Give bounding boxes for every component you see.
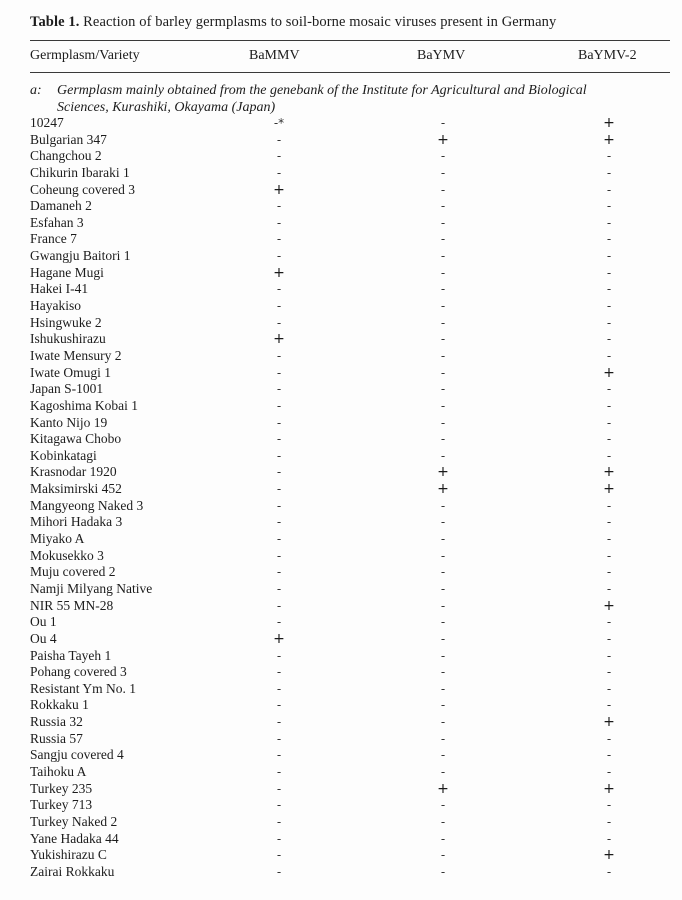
table-row bbox=[0, 747, 682, 764]
germplasm-name: Maksimirski 452 bbox=[30, 481, 122, 497]
reaction-baymv: - bbox=[440, 432, 446, 447]
reaction-baymv2: - bbox=[606, 581, 612, 596]
reaction-baymv: - bbox=[440, 731, 446, 746]
reaction-bammv: - bbox=[276, 814, 282, 829]
reaction-baymv2: - bbox=[606, 215, 612, 230]
reaction-baymv: - bbox=[440, 182, 446, 197]
reaction-baymv2: - bbox=[606, 199, 612, 214]
table-row bbox=[0, 548, 682, 565]
reaction-baymv2: - bbox=[606, 565, 612, 580]
germplasm-name: Sangju covered 4 bbox=[30, 747, 124, 763]
table-row bbox=[0, 514, 682, 531]
germplasm-name: 10247 bbox=[30, 115, 64, 130]
reaction-baymv: - bbox=[440, 548, 446, 563]
germplasm-name: Gwangju Baitori 1 bbox=[30, 248, 131, 264]
reaction-baymv: - bbox=[440, 382, 446, 397]
germplasm-name: Muju covered 2 bbox=[30, 564, 116, 580]
reaction-baymv: - bbox=[440, 315, 446, 330]
reaction-baymv2: - bbox=[606, 232, 612, 247]
reaction-baymv: - bbox=[440, 348, 446, 363]
reaction-bammv: + bbox=[273, 264, 285, 281]
reaction-bammv: - bbox=[276, 415, 282, 430]
reaction-baymv: - bbox=[440, 498, 446, 513]
reaction-baymv2: - bbox=[606, 265, 612, 280]
table-row bbox=[0, 148, 682, 165]
reaction-baymv2: + bbox=[603, 364, 615, 381]
germplasm-name: Japan S-1001 bbox=[30, 381, 104, 397]
reaction-baymv: - bbox=[440, 215, 446, 230]
reaction-baymv2: - bbox=[606, 798, 612, 813]
reaction-baymv: - bbox=[440, 764, 446, 779]
germplasm-name: Miyako A bbox=[30, 531, 85, 547]
reaction-baymv2: - bbox=[606, 415, 612, 430]
table-row bbox=[0, 714, 682, 731]
table-row bbox=[0, 165, 682, 182]
reaction-baymv: - bbox=[440, 165, 446, 180]
reaction-baymv: - bbox=[440, 615, 446, 630]
table-row bbox=[0, 831, 682, 848]
germplasm-name: Kanto Nijo 19 bbox=[30, 414, 108, 430]
reaction-bammv: - bbox=[276, 132, 282, 147]
reaction-bammv: - bbox=[276, 232, 282, 247]
reaction-baymv2: - bbox=[606, 548, 612, 563]
section-description: Germplasm mainly obtained from the genebank of the Institute for Agricultural and Biological Sciences, Kurashiki, Okayama (Japan) bbox=[57, 83, 587, 115]
table-row bbox=[0, 331, 682, 348]
reaction-baymv2: - bbox=[606, 432, 612, 447]
germplasm-name: France 7 bbox=[30, 231, 77, 247]
reaction-baymv2: + bbox=[603, 481, 615, 498]
table-top-rule bbox=[30, 40, 670, 41]
reaction-bammv: - bbox=[276, 365, 282, 380]
table-row bbox=[0, 564, 682, 581]
table-caption bbox=[30, 14, 556, 31]
reaction-baymv2: - bbox=[606, 764, 612, 779]
reaction-baymv: - bbox=[440, 748, 446, 763]
reaction-baymv: + bbox=[437, 780, 449, 797]
reaction-bammv: - bbox=[276, 482, 282, 497]
reaction-baymv2: + bbox=[603, 714, 615, 731]
reaction-baymv: + bbox=[437, 131, 449, 148]
reaction-baymv2: - bbox=[606, 382, 612, 397]
reaction-baymv2: - bbox=[606, 814, 612, 829]
table-row bbox=[0, 864, 682, 881]
reaction-baymv2: + bbox=[603, 780, 615, 797]
table-row bbox=[0, 132, 682, 149]
reaction-baymv: - bbox=[440, 532, 446, 547]
table-row bbox=[0, 448, 682, 465]
reaction-baymv2: - bbox=[606, 498, 612, 513]
reaction-baymv: - bbox=[440, 698, 446, 713]
section-tag: a: bbox=[30, 83, 42, 98]
table-row bbox=[0, 365, 682, 382]
reaction-baymv: - bbox=[440, 848, 446, 863]
reaction-baymv2: + bbox=[603, 131, 615, 148]
reaction-baymv: - bbox=[440, 814, 446, 829]
reaction-baymv2: - bbox=[606, 348, 612, 363]
germplasm-name: Ishukushirazu bbox=[30, 331, 106, 347]
germplasm-name: Pohang covered 3 bbox=[30, 664, 127, 680]
reaction-baymv2: + bbox=[603, 847, 615, 864]
reaction-bammv: + bbox=[273, 181, 285, 198]
reaction-baymv: - bbox=[440, 515, 446, 530]
reaction-bammv: - bbox=[276, 215, 282, 230]
table-body bbox=[0, 115, 682, 880]
reaction-bammv: - bbox=[276, 299, 282, 314]
reaction-baymv2: + bbox=[603, 597, 615, 614]
reaction-baymv: - bbox=[440, 365, 446, 380]
table-row bbox=[0, 664, 682, 681]
reaction-bammv: - bbox=[276, 681, 282, 696]
table-caption-label: Table 1. bbox=[30, 14, 80, 30]
reaction-bammv: - bbox=[276, 249, 282, 264]
reaction-baymv: - bbox=[440, 398, 446, 413]
table-row bbox=[0, 764, 682, 781]
germplasm-name: Changchou 2 bbox=[30, 148, 102, 164]
reaction-baymv: + bbox=[437, 464, 449, 481]
reaction-baymv2: - bbox=[606, 681, 612, 696]
table-row bbox=[0, 381, 682, 398]
germplasm-name: Hakei I-41 bbox=[30, 281, 89, 297]
table-row bbox=[0, 581, 682, 598]
reaction-baymv2: - bbox=[606, 615, 612, 630]
germplasm-name: Hayakiso bbox=[30, 298, 81, 314]
reaction-bammv: + bbox=[273, 331, 285, 348]
table-row bbox=[0, 198, 682, 215]
table-row bbox=[0, 781, 682, 798]
reaction-bammv: - bbox=[276, 581, 282, 596]
reaction-bammv: - bbox=[276, 698, 282, 713]
reaction-baymv2: - bbox=[606, 648, 612, 663]
germplasm-name: Russia 57 bbox=[30, 730, 83, 746]
reaction-baymv2: - bbox=[606, 249, 612, 264]
table-row bbox=[0, 697, 682, 714]
table-row bbox=[0, 398, 682, 415]
germplasm-name: Russia 32 bbox=[30, 714, 83, 730]
reaction-bammv: - bbox=[276, 498, 282, 513]
reaction-baymv: - bbox=[440, 448, 446, 463]
reaction-baymv2: - bbox=[606, 282, 612, 297]
reaction-baymv2: - bbox=[606, 748, 612, 763]
reaction-bammv: - bbox=[276, 199, 282, 214]
reaction-baymv: - bbox=[440, 648, 446, 663]
germplasm-name: Krasnodar 1920 bbox=[30, 464, 117, 480]
reaction-baymv2: - bbox=[606, 398, 612, 413]
table-row bbox=[0, 215, 682, 232]
reaction-bammv: - bbox=[276, 665, 282, 680]
germplasm-name: Hsingwuke 2 bbox=[30, 314, 102, 330]
reaction-baymv: + bbox=[437, 481, 449, 498]
germplasm-name: Paisha Tayeh 1 bbox=[30, 647, 112, 663]
reaction-baymv: - bbox=[440, 199, 446, 214]
table-row bbox=[0, 797, 682, 814]
reaction-baymv: - bbox=[440, 598, 446, 613]
table-row bbox=[0, 614, 682, 631]
reaction-baymv2: - bbox=[606, 332, 612, 347]
reaction-baymv: - bbox=[440, 116, 446, 130]
reaction-bammv: - bbox=[276, 848, 282, 863]
column-header-baymv: BaYMV bbox=[417, 48, 466, 63]
reaction-baymv: - bbox=[440, 831, 446, 846]
reaction-baymv: - bbox=[440, 282, 446, 297]
germplasm-name: Rokkaku 1 bbox=[30, 697, 89, 713]
reaction-bammv: - bbox=[276, 598, 282, 613]
germplasm-name: Iwate Mensury 2 bbox=[30, 347, 122, 363]
table-row bbox=[0, 481, 682, 498]
reaction-bammv: - bbox=[276, 382, 282, 397]
reaction-baymv: - bbox=[440, 798, 446, 813]
reaction-baymv2: - bbox=[606, 165, 612, 180]
germplasm-name: Iwate Omugi 1 bbox=[30, 364, 111, 380]
table-row bbox=[0, 498, 682, 515]
table-row bbox=[0, 464, 682, 481]
column-header-baymv2: BaYMV-2 bbox=[578, 48, 637, 63]
germplasm-name: Taihoku A bbox=[30, 763, 87, 779]
reaction-baymv: - bbox=[440, 299, 446, 314]
reaction-baymv2: - bbox=[606, 149, 612, 164]
reaction-baymv2: - bbox=[606, 532, 612, 547]
reaction-baymv2: - bbox=[606, 831, 612, 846]
reaction-baymv: - bbox=[440, 681, 446, 696]
column-header-germplasm: Germplasm/Variety bbox=[30, 48, 140, 63]
table-row bbox=[0, 115, 682, 132]
table-row bbox=[0, 348, 682, 365]
reaction-bammv: - bbox=[276, 165, 282, 180]
reaction-bammv: - bbox=[276, 448, 282, 463]
reaction-bammv: - bbox=[276, 398, 282, 413]
reaction-bammv: - bbox=[276, 465, 282, 480]
reaction-bammv: - bbox=[276, 548, 282, 563]
germplasm-name: NIR 55 MN-28 bbox=[30, 597, 114, 613]
table-row bbox=[0, 631, 682, 648]
germplasm-name: Turkey 713 bbox=[30, 797, 93, 813]
reaction-bammv: - bbox=[276, 282, 282, 297]
reaction-bammv: - bbox=[276, 348, 282, 363]
reaction-bammv: -* bbox=[273, 116, 285, 130]
reaction-bammv: - bbox=[276, 432, 282, 447]
germplasm-name: Resistant Ym No. 1 bbox=[30, 680, 136, 696]
germplasm-name: Esfahan 3 bbox=[30, 214, 84, 230]
table-header-rule bbox=[30, 72, 670, 73]
reaction-baymv2: - bbox=[606, 731, 612, 746]
germplasm-name: Kagoshima Kobai 1 bbox=[30, 397, 138, 413]
germplasm-name: Yukishirazu C bbox=[30, 847, 107, 863]
reaction-baymv: - bbox=[440, 631, 446, 646]
table-row bbox=[0, 248, 682, 265]
table-row bbox=[0, 298, 682, 315]
reaction-baymv: - bbox=[440, 415, 446, 430]
germplasm-name: Coheung covered 3 bbox=[30, 181, 135, 197]
germplasm-name: Mangyeong Naked 3 bbox=[30, 497, 144, 513]
reaction-baymv: - bbox=[440, 715, 446, 730]
table-row bbox=[0, 415, 682, 432]
germplasm-name: Ou 1 bbox=[30, 614, 57, 630]
reaction-baymv: - bbox=[440, 149, 446, 164]
table-row bbox=[0, 648, 682, 665]
table-row bbox=[0, 281, 682, 298]
table-row bbox=[0, 231, 682, 248]
reaction-bammv: - bbox=[276, 781, 282, 796]
germplasm-name: Chikurin Ibaraki 1 bbox=[30, 164, 130, 180]
table-row bbox=[0, 431, 682, 448]
column-header-bammv: BaMMV bbox=[249, 48, 300, 63]
germplasm-name: Bulgarian 347 bbox=[30, 131, 107, 147]
germplasm-name: Turkey 235 bbox=[30, 780, 93, 796]
table-row bbox=[0, 315, 682, 332]
reaction-baymv2: - bbox=[606, 631, 612, 646]
reaction-bammv: - bbox=[276, 764, 282, 779]
germplasm-name: Namji Milyang Native bbox=[30, 580, 153, 596]
reaction-baymv: - bbox=[440, 864, 446, 879]
table-caption-text: Reaction of barley germplasms to soil-borne mosaic viruses present in Germany bbox=[83, 14, 557, 30]
reaction-bammv: - bbox=[276, 149, 282, 164]
reaction-bammv: - bbox=[276, 315, 282, 330]
germplasm-name: Mihori Hadaka 3 bbox=[30, 514, 123, 530]
reaction-bammv: - bbox=[276, 731, 282, 746]
germplasm-name: Kitagawa Chobo bbox=[30, 431, 122, 447]
reaction-baymv: - bbox=[440, 265, 446, 280]
table-row bbox=[0, 814, 682, 831]
table-row bbox=[0, 182, 682, 199]
reaction-bammv: - bbox=[276, 565, 282, 580]
reaction-baymv2: - bbox=[606, 182, 612, 197]
germplasm-name: Turkey Naked 2 bbox=[30, 813, 118, 829]
table-row bbox=[0, 598, 682, 615]
reaction-baymv2: - bbox=[606, 665, 612, 680]
reaction-baymv2: - bbox=[606, 448, 612, 463]
reaction-bammv: - bbox=[276, 864, 282, 879]
reaction-baymv2: + bbox=[603, 464, 615, 481]
germplasm-name: Yane Hadaka 44 bbox=[30, 830, 119, 846]
germplasm-name: Ou 4 bbox=[30, 630, 57, 646]
reaction-bammv: - bbox=[276, 532, 282, 547]
reaction-baymv2: - bbox=[606, 515, 612, 530]
reaction-baymv: - bbox=[440, 332, 446, 347]
germplasm-name: Hagane Mugi bbox=[30, 264, 104, 280]
germplasm-name: Damaneh 2 bbox=[30, 198, 92, 214]
reaction-bammv: - bbox=[276, 515, 282, 530]
table-row bbox=[0, 847, 682, 864]
reaction-baymv2: - bbox=[606, 698, 612, 713]
reaction-baymv: - bbox=[440, 665, 446, 680]
table-row bbox=[0, 531, 682, 548]
germplasm-name: Zairai Rokkaku bbox=[30, 863, 115, 879]
reaction-baymv2: - bbox=[606, 315, 612, 330]
reaction-bammv: - bbox=[276, 648, 282, 663]
germplasm-name: Mokusekko 3 bbox=[30, 547, 104, 563]
reaction-baymv: - bbox=[440, 232, 446, 247]
reaction-baymv2: - bbox=[606, 864, 612, 879]
table-row bbox=[0, 731, 682, 748]
reaction-bammv: - bbox=[276, 798, 282, 813]
reaction-bammv: - bbox=[276, 615, 282, 630]
reaction-baymv: - bbox=[440, 581, 446, 596]
table-row bbox=[0, 265, 682, 282]
reaction-baymv2: - bbox=[606, 299, 612, 314]
reaction-bammv: - bbox=[276, 715, 282, 730]
reaction-baymv2: + bbox=[603, 115, 615, 131]
germplasm-name: Kobinkatagi bbox=[30, 447, 97, 463]
reaction-bammv: - bbox=[276, 831, 282, 846]
reaction-baymv: - bbox=[440, 249, 446, 264]
reaction-baymv: - bbox=[440, 565, 446, 580]
reaction-bammv: - bbox=[276, 748, 282, 763]
table-row bbox=[0, 681, 682, 698]
reaction-bammv: + bbox=[273, 630, 285, 647]
